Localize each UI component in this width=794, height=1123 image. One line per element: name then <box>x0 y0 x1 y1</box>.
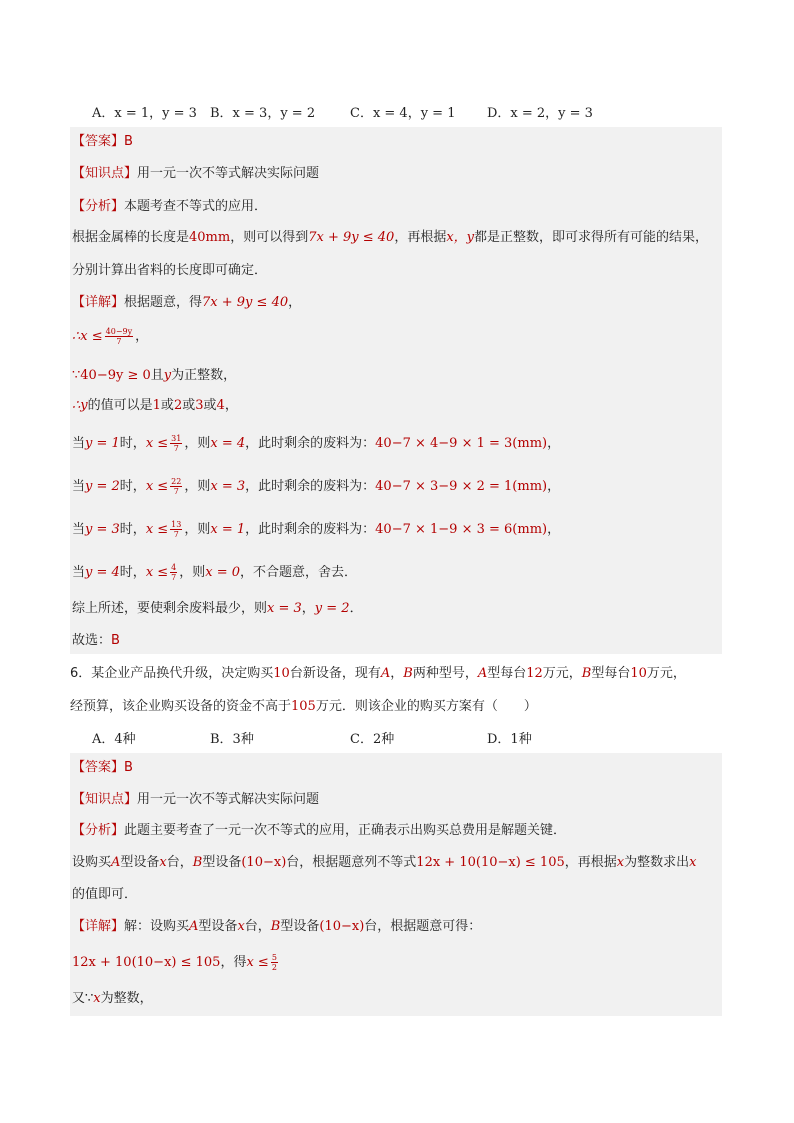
math: x <box>237 919 245 934</box>
q5-option-d: D．x = 2，y = 3 <box>487 106 593 121</box>
q5-options <box>0 102 794 124</box>
text: ，则可以得到 <box>230 230 309 245</box>
denominator: 7 <box>116 337 122 346</box>
text: ， <box>547 522 561 537</box>
math: B <box>270 919 281 934</box>
knowledge-tag: 【知识点】 <box>72 166 138 181</box>
math: ∴x ≤ <box>72 329 103 344</box>
analysis-tag: 【分析】 <box>72 199 125 214</box>
detail-tag: 【详解】 <box>72 295 125 310</box>
q6-option-d: D．1种 <box>487 732 532 747</box>
text: 根据题意，得 <box>124 295 203 310</box>
math: 4 <box>216 398 225 413</box>
math: x ≤ <box>145 436 169 451</box>
fraction <box>170 520 182 539</box>
text: 时， <box>119 436 146 451</box>
text: 故选： <box>72 633 112 648</box>
q5-detail-line-1 <box>72 293 301 313</box>
math: x = 1 <box>210 522 246 537</box>
text: ， <box>547 479 561 494</box>
denominator: 7 <box>173 530 179 539</box>
answer-tag: 【答案】 <box>72 134 125 149</box>
q5-detail-line-4 <box>72 396 238 416</box>
numerator: 5 <box>271 953 277 962</box>
q6-detail-line-1 <box>72 917 481 937</box>
text: 万元， <box>542 666 582 681</box>
numerator: 22 <box>171 477 182 486</box>
math: B <box>403 666 413 681</box>
q5-analysis-line-3: 分别计算出省料的长度即可确定． <box>72 263 268 278</box>
math: y = 1 <box>85 436 120 451</box>
denominator: 7 <box>173 444 179 453</box>
numerator: 13 <box>171 520 182 529</box>
math: x = 4 <box>210 436 246 451</box>
text: 或 <box>203 398 217 413</box>
analysis-tag: 【分析】 <box>72 823 125 838</box>
math: x <box>93 991 101 1006</box>
text: ， <box>288 295 302 310</box>
q6-detail-line-3 <box>72 989 153 1009</box>
text: 型设备 <box>202 855 242 870</box>
text: ， <box>390 666 404 681</box>
answer-tag: 【答案】 <box>72 760 125 775</box>
text: 时， <box>119 522 146 537</box>
math: 40−7 × 4−9 × 1 = 3(mm) <box>375 436 548 451</box>
q5-summary-line <box>72 599 363 619</box>
math: A <box>111 855 121 870</box>
math: 105 <box>291 699 316 714</box>
text: 为正整数， <box>171 368 237 383</box>
math: A <box>380 666 391 681</box>
math: x ≤ <box>145 565 169 580</box>
text: ， <box>135 329 149 344</box>
math: x = 3 <box>210 479 246 494</box>
text: ，此时剩余的废料为： <box>245 522 376 537</box>
q5-detail-line-2 <box>72 327 148 347</box>
math: 12x + 10(10−x) ≤ 105 <box>416 855 565 870</box>
analysis-text: 此题主要考查了一元一次不等式的应用，正确表示出购买总费用是解题关键． <box>124 823 567 838</box>
text: 型设备 <box>280 919 320 934</box>
text: 当 <box>72 436 86 451</box>
fraction <box>105 327 134 346</box>
q6-answer-line <box>72 758 133 778</box>
q5-option-a: A．x = 1，y = 3 <box>92 106 197 121</box>
detail-tag: 【详解】 <box>72 919 125 934</box>
denominator: 2 <box>271 963 277 972</box>
q6-analysis-line-2 <box>72 853 696 873</box>
text: 且 <box>150 368 164 383</box>
text: 为整数求出 <box>624 855 690 870</box>
math: 7x + 9y ≤ 40 <box>202 295 289 310</box>
math: y = 3 <box>85 522 120 537</box>
q6-option-b: B．3种 <box>210 732 254 747</box>
text: 台，根据题意可得： <box>364 919 482 934</box>
math: 12 <box>526 666 543 681</box>
q5-case-line-4 <box>72 563 357 583</box>
math: 10 <box>273 666 290 681</box>
math: x = 3 <box>267 601 302 616</box>
text: 或 <box>182 398 196 413</box>
text: ，再根据 <box>394 230 447 245</box>
q6-options <box>0 728 794 750</box>
text: 型设备 <box>120 855 160 870</box>
numerator: 40−9y <box>105 327 133 336</box>
text: 经预算，该企业购买设备的资金不高于 <box>70 699 292 714</box>
text: 6．某企业产品换代升级，决定购买 <box>70 666 274 681</box>
text: ，则 <box>184 522 211 537</box>
denominator: 7 <box>171 573 177 582</box>
math: ∵40−9y ≥ 0 <box>72 368 151 383</box>
q5-case-line-2 <box>72 477 560 497</box>
q6-option-c: C．2种 <box>350 732 395 747</box>
q6-solution-block <box>70 753 722 1016</box>
text: 当 <box>72 522 86 537</box>
q5-case-line-1 <box>72 434 560 454</box>
q5-answer-line <box>72 132 133 152</box>
text: 解：设购买 <box>124 919 190 934</box>
text: 型设备 <box>198 919 238 934</box>
q5-solution-block <box>70 127 722 654</box>
math: (10−x) <box>319 919 365 934</box>
numerator: 4 <box>171 563 177 572</box>
q6-analysis-line <box>72 821 566 841</box>
text: ， <box>224 398 238 413</box>
math: y = 4 <box>85 565 120 580</box>
q5-option-c: C．x = 4，y = 1 <box>350 106 456 121</box>
text: 万元．则该企业的购买方案有（ ） <box>315 699 537 714</box>
text: 时， <box>119 479 146 494</box>
text: ． <box>349 601 363 616</box>
text: 时， <box>119 565 146 580</box>
knowledge-tag: 【知识点】 <box>72 792 138 807</box>
q5-analysis-line-2 <box>72 228 708 248</box>
text: ，则 <box>184 436 211 451</box>
numerator: 31 <box>171 434 182 443</box>
math: x ≤ <box>145 522 169 537</box>
q5-choose-line <box>72 631 120 651</box>
text: 型每台 <box>487 666 527 681</box>
knowledge-text: 用一元一次不等式解决实际问题 <box>137 792 320 807</box>
math: ∴y <box>72 398 88 413</box>
math: 12x + 10(10−x) ≤ 105 <box>72 955 221 970</box>
text: 或 <box>160 398 174 413</box>
text: 台， <box>244 919 271 934</box>
text: ，得 <box>220 955 247 970</box>
text: 的值可以是 <box>87 398 153 413</box>
fraction <box>170 434 182 453</box>
math: y = 2 <box>85 479 120 494</box>
math: 1 <box>152 398 161 413</box>
math: B <box>192 855 203 870</box>
answer-value: B <box>124 760 133 775</box>
q6-stem-line-1 <box>70 662 686 681</box>
fraction <box>271 953 278 972</box>
math: 7x + 9y ≤ 40 <box>308 230 395 245</box>
text: ， <box>547 436 561 451</box>
text: ， <box>301 601 315 616</box>
math: 10 <box>630 666 647 681</box>
math: A <box>477 666 488 681</box>
text: 又∵ <box>72 991 94 1006</box>
math: x <box>159 855 167 870</box>
choose-value: B <box>111 633 120 648</box>
fraction <box>170 477 182 496</box>
text: 台， <box>166 855 193 870</box>
text: 台，根据题意列不等式 <box>286 855 417 870</box>
math: 3 <box>195 398 204 413</box>
math: 2 <box>173 398 183 413</box>
math: x = 0 <box>205 565 241 580</box>
text: 根据金属棒的长度是 <box>72 230 190 245</box>
text: 当 <box>72 479 86 494</box>
math: x <box>689 855 697 870</box>
q6-option-a: A．4种 <box>92 732 136 747</box>
math: B <box>581 666 592 681</box>
math: A <box>189 919 199 934</box>
q6-stem-line-2 <box>70 695 537 714</box>
text: 两种型号， <box>412 666 478 681</box>
q5-option-b: B．x = 3，y = 2 <box>210 106 316 121</box>
text: 都是正整数，即可求得所有可能的结果， <box>474 230 709 245</box>
math: (10−x) <box>241 855 287 870</box>
text: 型每台 <box>591 666 631 681</box>
text: 万元， <box>646 666 686 681</box>
text: ，再根据 <box>564 855 617 870</box>
q6-analysis-line-3: 的值即可． <box>72 887 138 902</box>
math: y <box>163 368 172 383</box>
q5-detail-line-3 <box>72 366 236 386</box>
fraction <box>170 563 177 582</box>
math: 40−7 × 1−9 × 3 = 6(mm) <box>375 522 548 537</box>
q5-knowledge-line <box>72 164 319 184</box>
math: 40−7 × 3−9 × 2 = 1(mm) <box>375 479 548 494</box>
text: ，则 <box>184 479 211 494</box>
text: ，此时剩余的废料为： <box>245 479 376 494</box>
analysis-text: 本题考查不等式的应用． <box>124 199 268 214</box>
knowledge-text: 用一元一次不等式解决实际问题 <box>137 166 320 181</box>
text: 综上所述，要使剩余废料最少，则 <box>72 601 268 616</box>
text: 为整数， <box>100 991 153 1006</box>
math: x，y <box>446 230 475 245</box>
math: x <box>616 855 625 870</box>
math: y = 2 <box>314 601 350 616</box>
q5-analysis-line <box>72 197 267 217</box>
q6-knowledge-line <box>72 790 319 810</box>
math: x ≤ <box>145 479 169 494</box>
text: 台新设备，现有 <box>289 666 381 681</box>
text: ，此时剩余的废料为： <box>245 436 376 451</box>
text: ，不合题意，舍去． <box>240 565 358 580</box>
q5-case-line-3 <box>72 520 560 540</box>
text: ，则 <box>179 565 206 580</box>
text: 设购买 <box>72 855 112 870</box>
denominator: 7 <box>173 487 179 496</box>
q6-detail-line-2 <box>72 953 280 973</box>
text: 当 <box>72 565 86 580</box>
math: 40mm <box>189 230 231 245</box>
math: x ≤ <box>246 955 269 970</box>
answer-value: B <box>124 134 133 149</box>
